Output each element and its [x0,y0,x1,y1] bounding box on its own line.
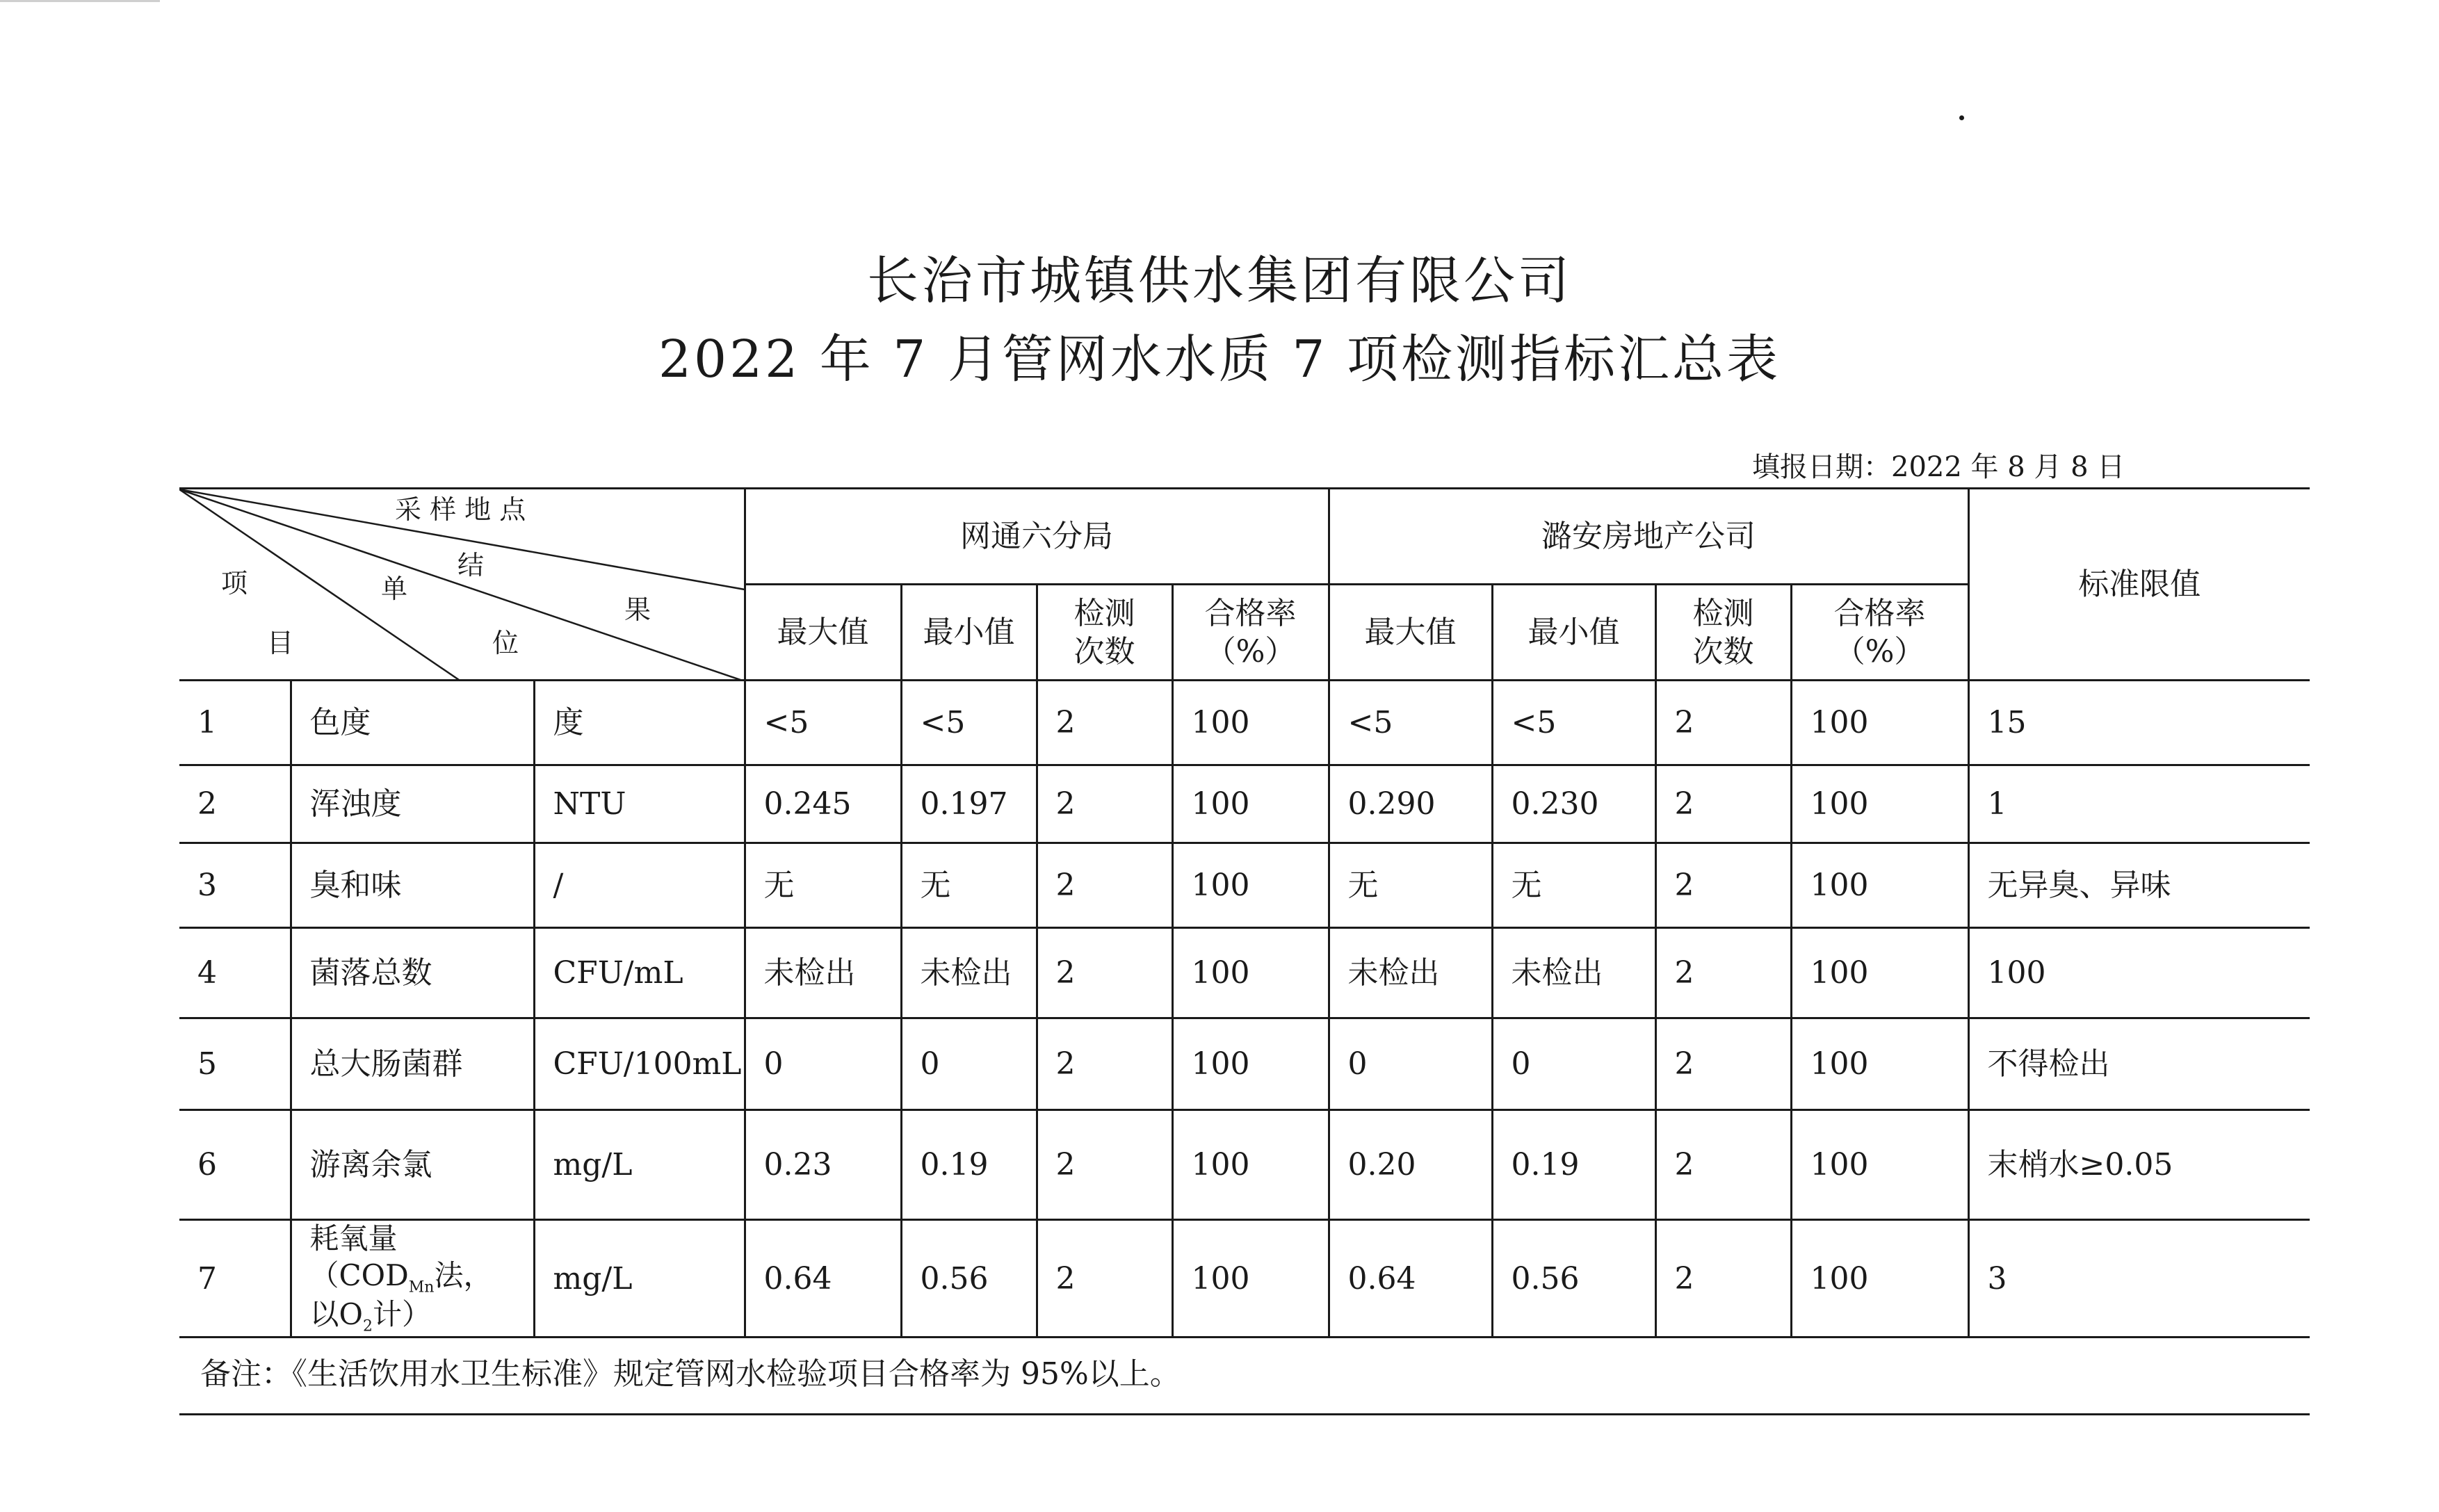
s1-min: 0.19 [901,1110,1037,1220]
rate-label-line1: 合格率 [1833,595,1926,631]
s2-min: <5 [1492,681,1655,765]
table-row [179,928,2310,1018]
s1-max: 0.64 [745,1220,901,1338]
standard-limit: 末梢水≥0.05 [1968,1110,2310,1220]
s2-rate: 100 [1791,765,1968,843]
s2-rate: 100 [1791,1220,1968,1338]
s1-min: <5 [901,681,1037,765]
s2-count: 2 [1655,843,1791,928]
s1-max: 未检出 [745,928,901,1018]
s1-rate: 100 [1172,765,1329,843]
standard-limit: 15 [1968,681,2310,765]
unit: / [534,843,745,928]
standard-limit: 1 [1968,765,2310,843]
item-name: 色度 [291,681,534,765]
site-header-1: 网通六分局 [745,489,1329,585]
s1-rate: 100 [1172,1220,1329,1338]
item-name [291,1220,534,1338]
s1-rate: 100 [1172,843,1329,928]
standard-limit: 无异臭、异味 [1968,843,2310,928]
rate-label-line2: （%） [1834,633,1925,669]
s1-rate-header [1172,585,1329,681]
s2-count: 2 [1655,1220,1791,1338]
s2-max: 无 [1329,843,1492,928]
item-name-line2 [310,1296,515,1336]
s2-max: 0.64 [1329,1220,1492,1338]
rate-label-line1: 合格率 [1204,595,1297,631]
s2-count: 2 [1655,928,1791,1018]
s2-max-header: 最大值 [1329,585,1492,681]
item-name: 臭和味 [291,843,534,928]
item-text: 以O [309,1297,363,1332]
diagonal-header-cell [179,489,745,681]
corner-unit-a: 单 [381,574,408,604]
header-row-1 [179,489,2310,585]
s1-min: 未检出 [901,928,1037,1018]
s1-count: 2 [1037,1018,1172,1110]
s1-rate: 100 [1172,681,1329,765]
s1-max: 0.245 [745,765,901,843]
water-quality-table [179,487,2310,1335]
s1-max: 无 [745,843,901,928]
corner-item-a: 项 [221,568,248,599]
s1-max-header: 最大值 [745,585,901,681]
item-text: 法， [434,1258,493,1292]
row-number: 2 [179,765,291,843]
unit: mg/L [534,1220,745,1338]
table-row [179,1018,2310,1110]
table-row [179,1110,2310,1220]
corner-result-a: 结 [457,550,485,580]
count-label-line2: 次数 [1692,633,1754,669]
row-number: 7 [179,1220,291,1338]
row-number: 4 [179,928,291,1018]
item-name: 浑浊度 [291,765,534,843]
unit: mg/L [534,1110,745,1220]
s2-count: 2 [1655,765,1791,843]
s2-rate: 100 [1791,843,1968,928]
s2-min: 未检出 [1492,928,1655,1018]
s2-rate: 100 [1791,681,1968,765]
s1-rate: 100 [1172,928,1329,1018]
s2-count: 2 [1655,1110,1791,1220]
item-name-line1 [310,1221,515,1296]
s2-min-header: 最小值 [1492,585,1655,681]
s1-min: 0.56 [901,1220,1037,1338]
count-label-line1: 检测 [1073,595,1135,631]
s2-min: 0.230 [1492,765,1655,843]
s2-count: 2 [1655,1018,1791,1110]
s2-rate: 100 [1791,1110,1968,1220]
s2-max: 0 [1329,1018,1492,1110]
s1-rate: 100 [1172,1018,1329,1110]
page-title-report: 2022 年 7 月管网水水质 7 项检测指标汇总表 [658,330,1781,389]
footnote: 备注：《生活饮用水卫生标准》规定管网水检验项目合格率为 95%以上。 [200,1356,1181,1392]
corner-sampling-site: 采 样 地 点 [395,494,526,525]
s2-rate: 100 [1791,928,1968,1018]
s2-min: 0.56 [1492,1220,1655,1338]
item-name: 总大肠菌群 [291,1018,534,1110]
item-subscript: 2 [362,1317,373,1335]
standard-limit: 不得检出 [1968,1018,2310,1110]
s1-min: 0 [901,1018,1037,1110]
s1-min: 0.197 [901,765,1037,843]
s2-count-header [1655,585,1791,681]
rate-label-line2: （%） [1205,633,1296,669]
row-number: 3 [179,843,291,928]
row-number: 6 [179,1110,291,1220]
s1-count: 2 [1037,928,1172,1018]
item-text: 计） [372,1297,431,1332]
page-title-company: 长治市城镇供水集团有限公司 [867,251,1572,311]
s1-max: 0 [745,1018,901,1110]
row-number: 5 [179,1018,291,1110]
standard-limit-header: 标准限值 [1968,489,2310,681]
s1-max: <5 [745,681,901,765]
unit: NTU [534,765,745,843]
s2-max: 0.20 [1329,1110,1492,1220]
s1-min: 无 [901,843,1037,928]
s2-max: 0.290 [1329,765,1492,843]
bottom-rule [179,1413,2310,1415]
corner-result-b: 果 [624,594,651,625]
s1-count: 2 [1037,1220,1172,1338]
s1-count-header [1037,585,1172,681]
standard-limit: 3 [1968,1220,2310,1338]
item-subscript: Mn [408,1278,435,1296]
standard-limit: 100 [1968,928,2310,1018]
site-header-2: 潞安房地产公司 [1329,489,1968,585]
s2-min: 0.19 [1492,1110,1655,1220]
item-name: 游离余氯 [291,1110,534,1220]
corner-item-b: 目 [267,628,294,658]
s1-count: 2 [1037,765,1172,843]
s2-min: 0 [1492,1018,1655,1110]
unit: CFU/mL [534,928,745,1018]
s1-count: 2 [1037,681,1172,765]
corner-unit-b: 位 [492,628,519,658]
table-row [179,681,2310,765]
s1-max: 0.23 [745,1110,901,1220]
unit: 度 [534,681,745,765]
item-text: 耗氧量（COD [309,1221,409,1292]
scan-edge-mark [0,0,160,2]
s1-min-header: 最小值 [901,585,1037,681]
s2-max: 未检出 [1329,928,1492,1018]
unit: CFU/100mL [534,1018,745,1110]
s1-rate: 100 [1172,1110,1329,1220]
table-row [179,843,2310,928]
s2-count: 2 [1655,681,1791,765]
s2-min: 无 [1492,843,1655,928]
count-label-line1: 检测 [1692,595,1754,631]
s2-rate-header [1791,585,1968,681]
s1-count: 2 [1037,843,1172,928]
scan-dot [1959,115,1964,120]
table-row [179,1220,2310,1338]
s1-count: 2 [1037,1110,1172,1220]
count-label-line2: 次数 [1073,633,1135,669]
table-row [179,765,2310,843]
s2-max: <5 [1329,681,1492,765]
s2-rate: 100 [1791,1018,1968,1110]
fill-date: 填报日期：2022 年 8 月 8 日 [1752,451,2125,483]
item-name: 菌落总数 [291,928,534,1018]
row-number: 1 [179,681,291,765]
